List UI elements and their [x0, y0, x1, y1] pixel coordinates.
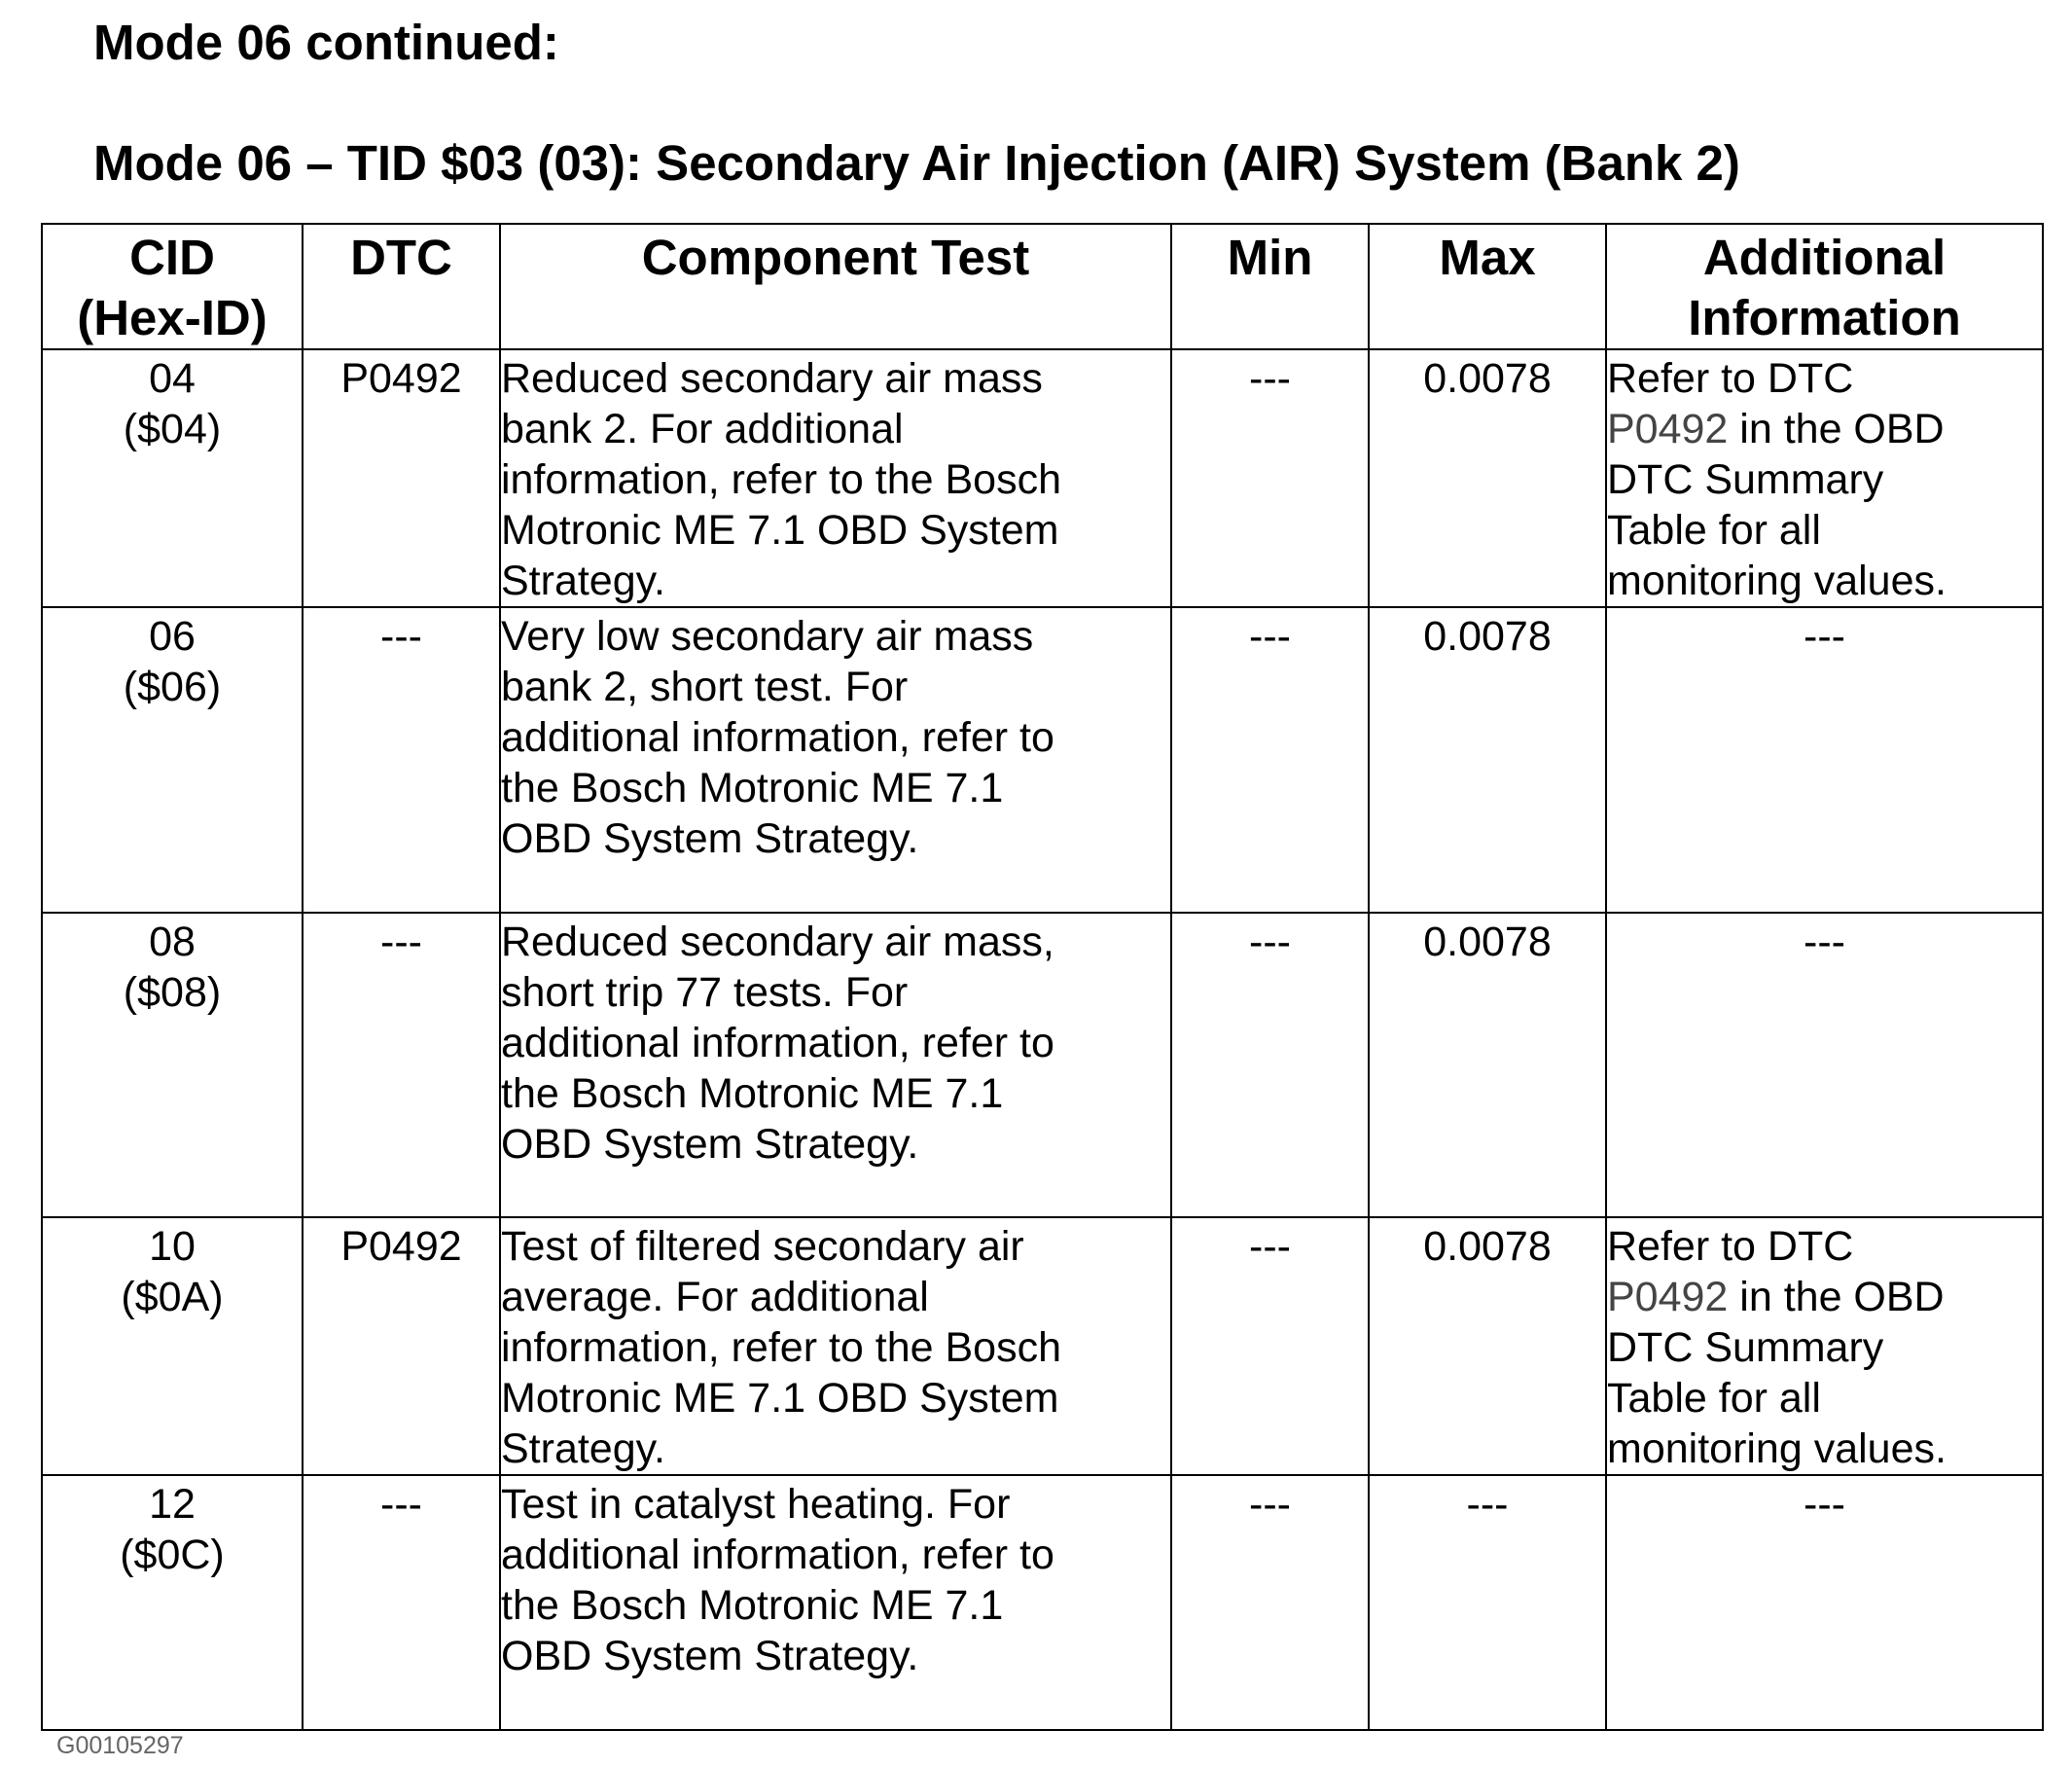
component-test-cell: Test in catalyst heating. For additional information, refer to the Bosch Motronic ME 7.1 OBD System Strategy. [500, 1475, 1171, 1730]
component-test-cell: Reduced secondary air mass, short trip 77 tests. For additional information, refer to the Bosch Motronic ME 7.1 OBD System Strategy. [500, 913, 1171, 1217]
dtc-reference: P0492 [1607, 1274, 1729, 1320]
min-cell: --- [1171, 1475, 1369, 1730]
table-row [42, 913, 2043, 1217]
component-test-cell: Reduced secondary air mass bank 2. For additional information, refer to the Bosch Motronic ME 7.1 OBD System Strategy. [500, 349, 1171, 607]
mode06-table [41, 223, 2044, 1731]
table-row [42, 1475, 2043, 1730]
additional-info-cell: --- [1606, 607, 2043, 913]
max-cell: 0.0078 [1369, 913, 1606, 1217]
min-cell: --- [1171, 349, 1369, 607]
cid-cell: 10 ($0A) [42, 1217, 303, 1475]
header-max: Max [1369, 224, 1606, 349]
table-row [42, 1217, 2043, 1475]
max-cell: 0.0078 [1369, 607, 1606, 913]
cid-cell: 08 ($08) [42, 913, 303, 1217]
header-min: Min [1171, 224, 1369, 349]
dtc-cell: P0492 [303, 1217, 500, 1475]
dtc-cell: --- [303, 913, 500, 1217]
header-component-test: Component Test [500, 224, 1171, 349]
figure-id: G00105297 [56, 1732, 184, 1759]
min-cell: --- [1171, 913, 1369, 1217]
additional-info-cell: --- [1606, 913, 2043, 1217]
table-row [42, 607, 2043, 913]
additional-info-cell: --- [1606, 1475, 2043, 1730]
additional-info-cell: Refer to DTC P0492 in the OBD DTC Summary Table for all monitoring values. [1606, 349, 2043, 607]
additional-info-cell: Refer to DTC P0492 in the OBD DTC Summary Table for all monitoring values. [1606, 1217, 2043, 1475]
dtc-reference: P0492 [1607, 406, 1729, 452]
header-cid: CID (Hex-ID) [42, 224, 303, 349]
max-cell: 0.0078 [1369, 1217, 1606, 1475]
max-cell: 0.0078 [1369, 349, 1606, 607]
min-cell: --- [1171, 607, 1369, 913]
cid-cell: 06 ($06) [42, 607, 303, 913]
header-additional-information: Additional Information [1606, 224, 2043, 349]
dtc-cell: --- [303, 1475, 500, 1730]
header-dtc: DTC [303, 224, 500, 349]
table-row [42, 349, 2043, 607]
component-test-cell: Very low secondary air mass bank 2, short test. For additional information, refer to the Bosch Motronic ME 7.1 OBD System Strategy. [500, 607, 1171, 913]
table-title: Mode 06 – TID $03 (03): Secondary Air Injection (AIR) System (Bank 2) [93, 135, 1740, 191]
dtc-cell: --- [303, 607, 500, 913]
cid-cell: 04 ($04) [42, 349, 303, 607]
max-cell: --- [1369, 1475, 1606, 1730]
component-test-cell: Test of filtered secondary air average. For additional information, refer to the Bosch Motronic ME 7.1 OBD System Strategy. [500, 1217, 1171, 1475]
header-row [42, 224, 2043, 349]
section-heading: Mode 06 continued: [93, 15, 559, 70]
dtc-cell: P0492 [303, 349, 500, 607]
min-cell: --- [1171, 1217, 1369, 1475]
cid-cell: 12 ($0C) [42, 1475, 303, 1730]
